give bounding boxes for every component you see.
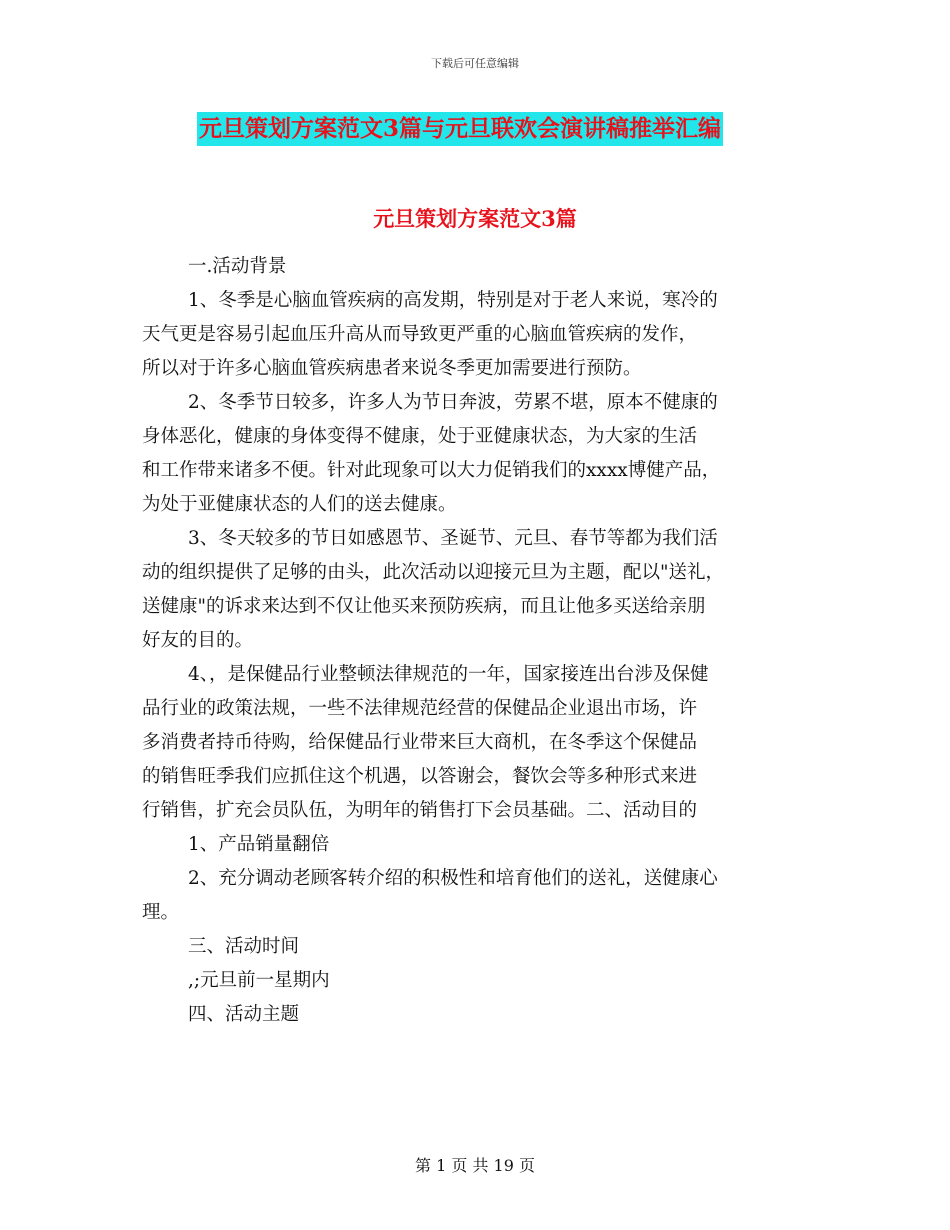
paragraph-line: 2、充分调动老顾客转介绍的积极性和培育他们的送礼，送健康心 [188,868,718,889]
paragraph-line: 1、冬季是心脑血管疾病的高发期，特别是对于老人来说，寒冷的 [188,290,718,311]
paragraph-line: 好友的目的。 [142,630,254,651]
paragraph-line: 的销售旺季我们应抓住这个机遇，以答谢会，餐饮会等多种形式来进 [142,766,698,787]
paragraph-line: 行销售，扩充会员队伍，为明年的销售打下会员基础。二、活动目的 [142,800,698,821]
paragraph-line: 理。 [142,902,180,923]
paragraph-line: ,;元旦前一星期内 [188,970,330,991]
paragraph-line: 天气更是容易引起血压升高从而导致更严重的心脑血管疾病的发作， [142,324,698,345]
heading-activity-theme: 四、活动主题 [188,1004,300,1025]
paragraph-line: 动的组织提供了足够的由头，此次活动以迎接元旦为主题，配以"送礼， [142,562,725,583]
body-text [142,250,812,1032]
paragraph-line: 身体恶化，健康的身体变得不健康，处于亚健康状态，为大家的生活 [142,426,698,447]
paragraph-line: 所以对于许多心脑血管疾病患者来说冬季更加需要进行预防。 [142,358,642,379]
heading-activity-time: 三、活动时间 [188,936,300,957]
paragraph-line: 为处于亚健康状态的人们的送去健康。 [142,494,457,515]
paragraph-line: 1、产品销量翻倍 [188,834,330,855]
paragraph-line: 多消费者持币待购，给保健品行业带来巨大商机，在冬季这个保健品 [142,732,698,753]
paragraph-line: 3、冬天较多的节日如感恩节、圣诞节、元旦、春节等都为我们活 [188,528,718,549]
paragraph-line: 送健康"的诉求来达到不仅让他买来预防疾病，而且让他多买送给亲朋 [142,596,706,617]
main-title: 元旦策划方案范文3篇与元旦联欢会演讲稿推举汇编 [197,112,723,146]
header-note: 下载后可任意编辑 [431,57,519,70]
paragraph-line: 和工作带来诸多不便。针对此现象可以大力促销我们的xxxx博健产品， [142,460,721,481]
page-footer: 第 1 页 共 19 页 [415,1156,535,1175]
section-title: 元旦策划方案范文3篇 [373,206,577,231]
paragraph-line: 4、，是保健品行业整顿法律规范的一年，国家接连出台涉及保健 [188,664,709,685]
paragraph-line: 品行业的政策法规，一些不法律规范经营的保健品企业退出市场，许 [142,698,698,719]
paragraph-line: 2、冬季节日较多，许多人为节日奔波，劳累不堪，原本不健康的 [188,392,718,413]
heading-activity-background: 一.活动背景 [188,256,287,277]
